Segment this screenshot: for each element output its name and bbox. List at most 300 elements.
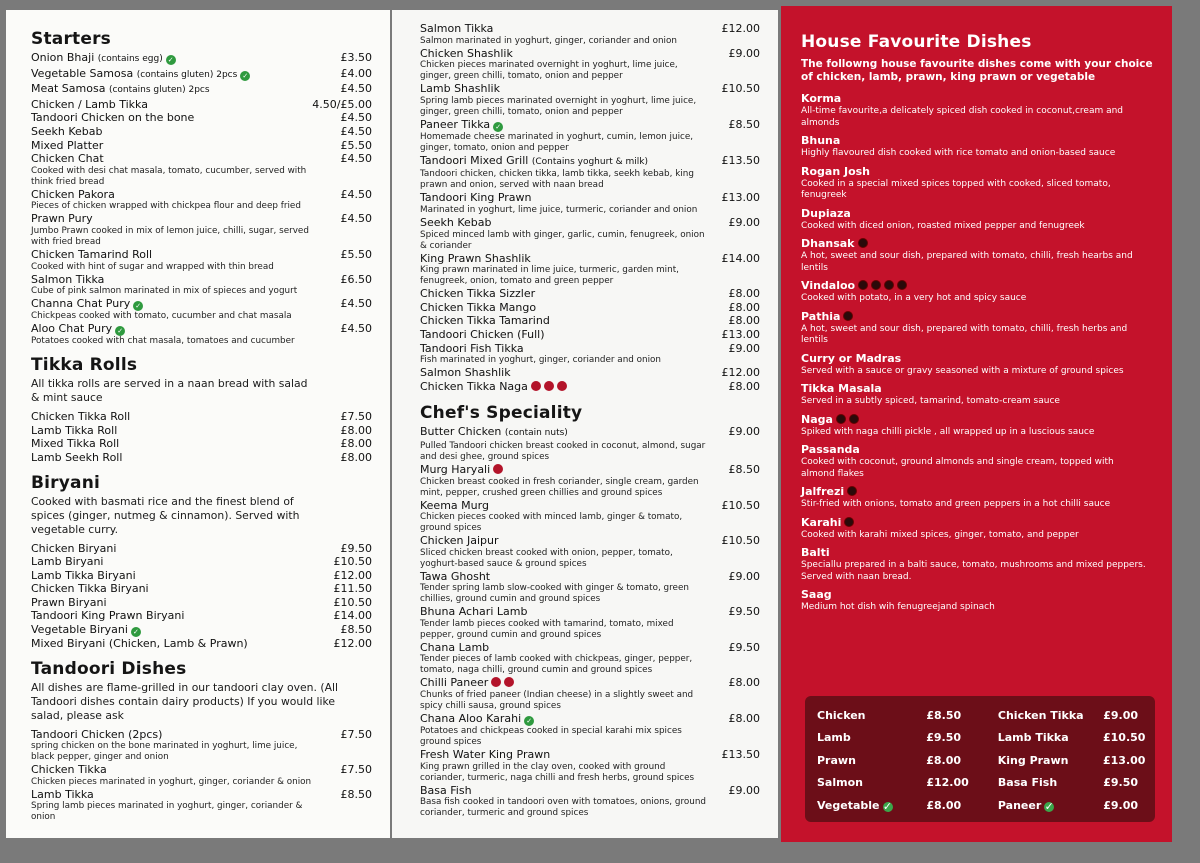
house-dish: [801, 237, 1156, 274]
house-dish-title: Jalfrezi: [801, 485, 845, 498]
menu-item-name: [31, 437, 119, 451]
menu-item: [31, 728, 372, 742]
chilli-icon: [557, 381, 567, 391]
menu-item-title: Prawn Pury: [31, 212, 93, 226]
menu-item-title: Basa Fish: [420, 783, 472, 797]
price-option: Chicken Tikka: [997, 708, 1084, 722]
house-dish: [801, 134, 1156, 160]
menu-item-name: [31, 596, 107, 610]
menu-item-description: Pieces of chicken wrapped with chickpea flour and deep fried: [31, 201, 301, 212]
menu-item-title: Chicken Shashlik: [420, 46, 513, 60]
menu-item: [31, 763, 372, 777]
house-dish-title: Korma: [801, 92, 842, 105]
menu-item-title: Chicken Jaipur: [420, 534, 499, 548]
house-dish-name: [801, 546, 1156, 560]
menu-item-description: Marinated in yoghurt, lime juice, turmeric, coriander and onion: [420, 204, 698, 215]
menu-panel-middle: [392, 10, 778, 838]
menu-item-title: Bhuna Achari Lamb: [420, 605, 528, 619]
menu-item: [31, 125, 372, 139]
menu-item-title: Chicken / Lamb Tikka: [31, 97, 148, 111]
menu-item-name: [420, 425, 568, 441]
menu-item-title: Prawn Biryani: [31, 595, 107, 609]
menu-item: [420, 676, 760, 690]
menu-item: [420, 314, 760, 328]
menu-item: [31, 437, 372, 451]
vegetarian-icon: ✓: [115, 326, 125, 336]
menu-item-price: £13.50: [721, 748, 760, 762]
house-dish-description: A hot, sweet and sour dish, prepared with tomato, chilli, fresh hearbs and lentils: [801, 251, 1133, 273]
menu-item-name: [31, 82, 210, 98]
menu-item-description: King prawn marinated in lime juice, turmeric, garden mint, fenugreek, onion, tomato and green pepper: [420, 265, 679, 287]
house-dish-title: Dhansak: [801, 237, 855, 250]
menu-item-name: [420, 676, 514, 690]
price-option: Basa Fish: [997, 776, 1058, 790]
menu-item: [31, 111, 372, 125]
menu-item-price: £9.00: [728, 215, 760, 229]
menu-item: [420, 154, 760, 170]
menu-item-price: £4.50: [340, 187, 372, 201]
menu-item-name: [31, 451, 122, 465]
price-option: Vegetable ✓: [817, 798, 893, 813]
menu-item-name: [420, 328, 545, 342]
menu-item-price: £12.00: [333, 568, 372, 582]
house-dish-name: [801, 92, 1156, 106]
menu-item-price: 4.50/£5.00: [312, 97, 372, 111]
house-dish-description: Spiked with naga chilli pickle , all wrapped up in a luscious sauce: [801, 426, 1095, 437]
house-dish-description: Speciallu prepared in a balti sauce, tomato, mushrooms and mixed peppers. Served with naan bread.: [801, 560, 1146, 582]
menu-item-description: Cooked with hint of sugar and wrapped with thin bread: [31, 261, 274, 272]
menu-item-title: Tawa Ghosht: [420, 569, 491, 583]
menu-item-price: £5.50: [340, 247, 372, 261]
house-dish: [801, 485, 1156, 511]
menu-item-price: £9.00: [728, 341, 760, 355]
house-dish-description: Served with a sauce or gravy seasoned with a mixture of ground spices: [801, 365, 1124, 376]
menu-item-description: Chicken pieces marinated overnight in yoghurt, lime juice, ginger, green chilli, tomato, onion and pepper: [420, 60, 678, 82]
menu-item: [420, 47, 760, 61]
menu-item-name: [31, 322, 125, 336]
menu-item-price: £9.50: [728, 640, 760, 654]
menu-item-price: £4.50: [340, 297, 372, 311]
menu-item-price: £9.50: [728, 605, 760, 619]
menu-item-name: [31, 637, 248, 651]
menu-item-price: £8.00: [728, 379, 760, 393]
price-value: £10.50: [1103, 731, 1146, 745]
house-dish-name: [801, 310, 1156, 324]
chilli-icon: [849, 414, 859, 424]
menu-item-description: Spiced minced lamb with ginger, garlic, cumin, fenugreek, onion & coriander: [420, 229, 705, 251]
menu-item: [420, 287, 760, 301]
menu-item: [420, 342, 760, 356]
section-title-chefs-speciality: Chef's Speciality: [420, 403, 583, 424]
tikka-rolls-list: [31, 410, 372, 464]
menu-item: [420, 712, 760, 726]
chilli-icon: [858, 238, 868, 248]
chilli-icon: [493, 464, 503, 474]
menu-item-price: £4.50: [340, 82, 372, 96]
menu-item-description: Basa fish cooked in tandoori oven with tomatoes, onions, ground coriander, turmeric and ground spices: [420, 797, 707, 819]
menu-item-name: [420, 47, 513, 61]
menu-item-description: Cooked with desi chat masala, tomato, cucumber, served with think fried bread: [31, 165, 307, 187]
price-option: King Prawn: [997, 753, 1069, 767]
price-value: £9.50: [1103, 776, 1139, 790]
menu-item-title: Tandoori Chicken (Full): [420, 327, 545, 341]
menu-panel-left: [6, 10, 390, 838]
house-dish-description: Cooked with karahi mixed spices, ginger, tomato, and pepper: [801, 529, 1079, 540]
menu-item: [31, 609, 372, 623]
menu-item-description: Tender spring lamb slow-cooked with ginger & tomato, green chillies, ground cumin and ground spices: [420, 583, 689, 605]
price-value: £9.50: [926, 731, 962, 745]
menu-item-name: [420, 570, 490, 584]
menu-item-title: Chilli Paneer: [420, 676, 489, 690]
menu-item: [420, 82, 760, 96]
menu-item-title: Chicken Tikka Biryani: [31, 582, 149, 596]
price-value: £8.00: [926, 753, 962, 767]
menu-item: [420, 252, 760, 266]
menu-item-price: £10.50: [721, 82, 760, 96]
house-dish: [801, 207, 1156, 233]
menu-item-description: Spring lamb pieces marinated in yoghurt, ginger, coriander & onion: [31, 801, 303, 823]
house-dish-name: [801, 134, 1156, 148]
menu-item: [31, 637, 372, 651]
house-dish-description: Highly flavoured dish cooked with rice tomato and onion-based sauce: [801, 148, 1116, 158]
house-dish-name: [801, 237, 1156, 251]
menu-item-price: £10.50: [721, 498, 760, 512]
house-intro: The followng house favourite dishes come with your choice of chicken, lamb, prawn, king prawn or vegetable: [801, 58, 1153, 83]
house-dish: [801, 279, 1156, 305]
menu-item-price: £8.00: [340, 423, 372, 437]
house-dish-name: [801, 516, 1156, 530]
menu-item-name: [31, 410, 130, 424]
menu-item-price: £11.50: [333, 582, 372, 596]
menu-item-price: £8.00: [728, 314, 760, 328]
chilli-icon: [844, 517, 854, 527]
menu-panel-house-favourites: [781, 6, 1172, 842]
menu-item-title: Aloo Chat Pury: [31, 322, 113, 336]
menu-item-title: Chicken Tikka Naga: [420, 379, 528, 393]
menu-item: [31, 424, 372, 438]
menu-item: [420, 641, 760, 655]
biryani-list: [31, 542, 372, 651]
menu-item: [420, 328, 760, 342]
menu-item-name: [31, 569, 136, 583]
section-title-biryani: Biryani: [31, 472, 101, 493]
house-dish-title: Saag: [801, 588, 832, 601]
menu-item-title: Lamb Seekh Roll: [31, 450, 123, 464]
menu-item-name: [420, 641, 489, 655]
menu-item-name: [31, 51, 176, 67]
menu-item-price: £9.00: [728, 783, 760, 797]
vegetarian-icon: ✓: [240, 71, 250, 81]
price-row: [817, 772, 1143, 795]
chilli-icon: [531, 381, 541, 391]
menu-item-price: £5.50: [340, 138, 372, 152]
menu-item-price: £12.00: [721, 22, 760, 35]
menu-item-description: Potatoes cooked with chat masala, tomatoes and cucumber: [31, 336, 295, 347]
menu-item: [31, 297, 372, 311]
price-row: [817, 727, 1146, 750]
menu-item-name: [420, 82, 500, 96]
menu-item-price: £9.00: [728, 46, 760, 60]
house-dish-title: Balti: [801, 546, 830, 559]
menu-item-description: Tender pieces of lamb cooked with chickpeas, ginger, pepper, tomato, naga chilli, ground cumin and ground spices: [420, 654, 693, 676]
menu-item: [31, 569, 372, 583]
menu-item: [420, 463, 760, 477]
menu-item: [31, 410, 372, 424]
menu-item: [31, 82, 372, 98]
menu-item-title: Salmon Shashlik: [420, 366, 511, 380]
menu-item-description: Sliced chicken breast cooked with onion, pepper, tomato, yoghurt-based sauce & ground spices: [420, 547, 673, 569]
house-dish-title: Dupiaza: [801, 206, 851, 220]
menu-item: [31, 555, 372, 569]
menu-item-price: £14.00: [333, 609, 372, 623]
price-value: £8.50: [926, 708, 962, 722]
menu-item: [31, 98, 372, 112]
menu-item: [420, 366, 760, 380]
menu-item-description: Tender lamb pieces cooked with tamarind, tomato, mixed pepper, ground cumin and ground spices: [420, 618, 674, 640]
price-option: Lamb: [817, 731, 851, 745]
menu-item-name: [31, 152, 104, 166]
chilli-icon: [858, 280, 868, 290]
chilli-icon: [871, 280, 881, 290]
menu-item-price: £8.50: [728, 462, 760, 476]
menu-item-description: Chunks of fried paneer (Indian cheese) in a slightly sweet and spicy chilli sausa, ground spices: [420, 690, 694, 712]
menu-item-description: Homemade cheese marinated in yoghurt, cumin, lemon juice, ginger, tomato, onion and pepper: [420, 131, 694, 153]
price-value: £12.00: [926, 776, 969, 790]
menu-item-title: Mixed Biryani (Chicken, Lamb & Prawn): [31, 637, 248, 651]
menu-item: [420, 570, 760, 584]
house-dish-description: Cooked with coconut, ground almonds and single cream, topped with almond flakes: [801, 457, 1114, 479]
menu-item-name: [420, 154, 648, 170]
menu-item: [420, 301, 760, 315]
menu-item-note: (contains gluten) 2pcs: [108, 85, 210, 96]
menu-item-name: [31, 297, 143, 311]
house-dish: [801, 382, 1156, 408]
house-dish-name: [801, 588, 1156, 602]
menu-item: [420, 22, 760, 36]
price-value: £8.00: [926, 798, 962, 812]
menu-item-title: Vegetable Samosa: [31, 66, 134, 80]
menu-item-description: King prawn grilled in the clay oven, cooked with ground coriander, turmeric, naga chilli and fresh herbs, ground spices: [420, 761, 695, 783]
menu-item-price: £8.00: [728, 287, 760, 301]
menu-item-title: Keema Murg: [420, 498, 489, 512]
menu-item-name: [31, 542, 116, 556]
menu-item-description: Potatoes and chickpeas cooked in special karahi mix spices ground spices: [420, 726, 682, 748]
price-row: [817, 749, 1146, 772]
menu-item-price: £7.50: [340, 410, 372, 424]
menu-item-description: Cube of pink salmon marinated in mix of spieces and yogurt: [31, 286, 298, 297]
menu-item-title: Chana Aloo Karahi: [420, 712, 522, 726]
price-option: Chicken: [817, 708, 866, 722]
menu-item-note: (contains egg): [97, 54, 163, 64]
house-dish-title: Bhuna: [801, 134, 841, 147]
house-dish: [801, 165, 1156, 202]
menu-item-name: [420, 605, 527, 619]
menu-item-price: £4.50: [340, 322, 372, 336]
biryani-intro: Cooked with basmati rice and the finest blend of spices (ginger, nutmeg & cinnamon). Served with vegetable curry.: [31, 494, 300, 536]
menu-item-title: Salmon Tikka: [31, 272, 105, 286]
menu-item-name: [420, 22, 493, 36]
menu-item-name: [420, 342, 524, 356]
menu-item-price: £8.00: [340, 437, 372, 451]
menu-item-price: £7.50: [340, 763, 372, 777]
menu-item-title: Chicken Tamarind Roll: [31, 247, 153, 261]
menu-item-title: Chicken Tikka Sizzler: [420, 287, 536, 301]
menu-item: [420, 534, 760, 548]
menu-item-title: Tandoori Chicken (2pcs): [31, 727, 163, 741]
tandoori-list-a: [31, 728, 372, 824]
vegetarian-icon: ✓: [131, 627, 141, 637]
menu-item-description: Jumbo Prawn cooked in mix of lemon juice, chilli, sugar, served with fried bread: [31, 225, 309, 247]
vegetarian-icon: ✓: [166, 55, 176, 65]
house-dish-description: Cooked with diced onion, roasted mixed pepper and fenugreek: [801, 220, 1085, 231]
menu-item-name: [420, 118, 503, 132]
menu-item: [31, 248, 372, 262]
menu-item-note: (contains gluten) 2pcs: [136, 69, 238, 80]
menu-item-price: £8.00: [728, 676, 760, 690]
house-dish: [801, 92, 1156, 129]
menu-item-price: £8.50: [340, 787, 372, 801]
menu-item-price: £13.00: [721, 327, 760, 341]
price-value: £13.00: [1103, 753, 1146, 767]
house-dish-description: All-time favourite,a delicately spiced dish cooked in coconut,cream and almonds: [801, 106, 1124, 128]
menu-item-title: Chicken Tikka: [31, 763, 107, 777]
house-dish-title: Naga: [801, 412, 833, 426]
menu-item-description: Chickpeas cooked with tomato, cucumber and chat masala: [31, 311, 292, 322]
menu-item: [31, 51, 372, 67]
menu-item: [420, 118, 760, 132]
menu-item-title: Lamb Tikka Biryani: [31, 568, 136, 582]
menu-item-title: Seekh Kebab: [31, 124, 103, 138]
menu-item-title: Chicken Biryani: [31, 541, 117, 555]
menu-item-description: Chicken breast cooked in fresh coriander, single cream, garden mint, pepper, crushed green chillies and ground spices: [420, 476, 699, 498]
menu-item-name: [31, 788, 94, 802]
menu-item: [420, 380, 760, 394]
price-row: [817, 794, 1143, 817]
menu-item-price: £4.50: [340, 111, 372, 125]
tandoori-list-b: [420, 22, 760, 393]
menu-item-title: Chana Lamb: [420, 640, 490, 654]
menu-item: [31, 451, 372, 465]
house-price-table: [805, 696, 1155, 822]
menu-item-title: Butter Chicken: [420, 425, 502, 439]
menu-item-name: [31, 139, 103, 153]
tandoori-intro: All dishes are flame-grilled in our tandoori clay oven. (All Tandoori dishes contain dairy products) If you would like salad, please ask: [31, 680, 338, 722]
menu-item-name: [420, 216, 492, 230]
menu-item-name: [420, 534, 499, 548]
menu-item: [31, 788, 372, 802]
menu-item-title: Mixed Tikka Roll: [31, 437, 120, 451]
menu-item-price: £10.50: [333, 595, 372, 609]
menu-item-price: £8.50: [340, 623, 372, 637]
menu-item-price: £10.50: [333, 555, 372, 569]
section-title-starters: Starters: [31, 29, 111, 49]
house-dish-title: Passanda: [801, 443, 860, 456]
house-dish-description: Cooked in a special mixed spices topped with cooked, sliced tomato, fenugreek: [801, 178, 1111, 200]
menu-item-name: [31, 248, 152, 262]
menu-item-price: £9.00: [728, 425, 760, 439]
price-option: Paneer ✓: [997, 798, 1054, 813]
vegetarian-icon: ✓: [1044, 799, 1054, 813]
house-dish-title: Pathia: [801, 309, 841, 323]
menu-item-title: Lamb Tikka Roll: [31, 423, 118, 437]
menu-item-description: Pulled Tandoori chicken breast cooked in coconut, almond, sugar and desi ghee, ground spices: [420, 440, 706, 462]
menu-item-title: Tandoori Chicken on the bone: [31, 111, 195, 125]
house-dish-description: Stir-fried with onions, tomato and green peppers in a hot chilli sauce: [801, 499, 1111, 509]
menu-item-name: [420, 252, 531, 266]
menu-item-description: Tandoori chicken, chicken tikka, lamb tikka, seekh kebab, king prawn and onion, served with naan bread: [420, 169, 694, 191]
menu-item: [31, 582, 372, 596]
house-dish-name: [801, 443, 1156, 457]
section-title-tikka-rolls: Tikka Rolls: [31, 355, 138, 376]
menu-item-note: (contain nuts): [504, 428, 568, 439]
menu-item-title: Tandoori Mixed Grill: [420, 153, 529, 167]
menu-item-title: Paneer Tikka: [420, 117, 491, 131]
menu-item-name: [31, 424, 117, 438]
house-dish: [801, 546, 1156, 583]
menu-item-price: £7.50: [340, 727, 372, 741]
section-title-tandoori: Tandoori Dishes: [31, 658, 187, 679]
menu-item-name: [420, 784, 472, 798]
house-dish-name: [801, 165, 1156, 179]
menu-item-name: [420, 499, 489, 513]
menu-item-name: [31, 188, 115, 202]
house-dish-name: [801, 382, 1156, 396]
menu-item-price: £9.50: [340, 541, 372, 555]
menu-item-description: Spring lamb pieces marinated overnight in yoghurt, lime juice, ginger, green chilli, tomato, onion and pepper: [420, 95, 697, 117]
house-dish-description: Cooked with potato, in a very hot and spicy sauce: [801, 293, 1027, 303]
menu-item-name: [420, 366, 511, 380]
menu-item-price: £13.50: [721, 153, 760, 167]
house-dish-description: A hot, sweet and sour dish, prepared with tomato, chilli, fresh herbs and lentils: [801, 323, 1128, 345]
menu-item-title: Murg Haryali: [420, 462, 491, 476]
menu-item-price: £9.00: [728, 569, 760, 583]
menu-item-name: [31, 273, 104, 287]
menu-item-price: £4.50: [340, 212, 372, 226]
menu-item-name: [31, 728, 162, 742]
menu-item-name: [420, 301, 536, 315]
menu-item-price: £8.00: [728, 712, 760, 726]
menu-item: [31, 542, 372, 556]
chilli-icon: [504, 677, 514, 687]
menu-item: [31, 188, 372, 202]
menu-item-price: £12.00: [333, 637, 372, 651]
vegetarian-icon: ✓: [133, 301, 143, 311]
menu-item-price: £4.50: [340, 124, 372, 138]
chilli-icon: [843, 311, 853, 321]
menu-item: [420, 425, 760, 441]
house-dish-name: [801, 279, 1156, 293]
menu-item-title: Onion Bhaji: [31, 51, 95, 64]
menu-item-name: [31, 555, 103, 569]
menu-item-price: £12.00: [721, 366, 760, 380]
menu-item-description: Chicken pieces marinated in yoghurt, ginger, coriander & onion: [31, 776, 312, 787]
menu-item-title: Chicken Pakora: [31, 187, 115, 201]
menu-item-title: Lamb Biryani: [31, 555, 104, 569]
menu-item-description: Fish marinated in yoghurt, ginger, coriander and onion: [420, 355, 662, 366]
menu-item-title: Seekh Kebab: [420, 215, 492, 229]
house-dish-name: [801, 485, 1156, 499]
menu-item: [31, 273, 372, 287]
menu-item-name: [31, 98, 148, 112]
menu-item-price: £6.50: [340, 272, 372, 286]
menu-item-price: £10.50: [721, 534, 760, 548]
house-dish-title: Tikka Masala: [801, 382, 882, 395]
menu-item-name: [31, 763, 107, 777]
starters-list: [31, 51, 372, 347]
menu-item: [420, 748, 760, 762]
menu-item-title: Tandoori King Prawn Biryani: [31, 609, 185, 623]
menu-item-description: Chicken pieces cooked with minced lamb, ginger & tomato, ground spices: [420, 512, 683, 534]
